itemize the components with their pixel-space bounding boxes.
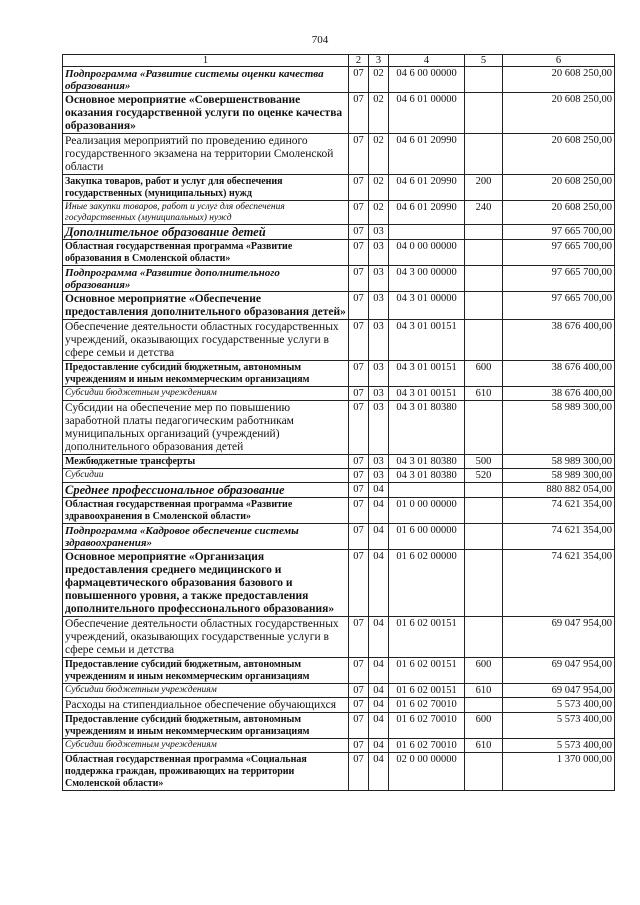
row-section: 07 xyxy=(349,134,369,175)
row-section: 07 xyxy=(349,361,369,387)
row-name: Основное мероприятие «Организация предоставления среднего медицинского и фармацевтического образования базового и повышенного уровня, а также предоставления дополнительного профессионального образования» xyxy=(63,550,349,617)
row-name: Предоставление субсидий бюджетным, автономным учреждениям и иным некоммерческим организациям xyxy=(63,361,349,387)
row-target-code: 04 3 00 00000 xyxy=(389,266,465,292)
row-subsection: 03 xyxy=(369,292,389,320)
budget-table xyxy=(62,54,615,791)
row-amount: 97 665 700,00 xyxy=(503,266,615,292)
row-target-code: 04 6 01 20990 xyxy=(389,134,465,175)
row-amount: 20 608 250,00 xyxy=(503,93,615,134)
row-target-code xyxy=(389,225,465,240)
row-amount: 97 665 700,00 xyxy=(503,292,615,320)
table-row xyxy=(63,498,615,524)
row-target-code xyxy=(389,483,465,498)
row-target-code: 01 6 02 70010 xyxy=(389,698,465,713)
row-subsection: 03 xyxy=(369,469,389,483)
row-amount: 1 370 000,00 xyxy=(503,753,615,791)
row-section: 07 xyxy=(349,266,369,292)
row-expense-type xyxy=(465,225,503,240)
row-target-code: 01 0 00 00000 xyxy=(389,498,465,524)
column-header-subsection: 3 xyxy=(369,55,389,67)
column-header-name: 1 xyxy=(63,55,349,67)
page-number: 704 xyxy=(311,34,329,46)
row-target-code: 04 3 01 80380 xyxy=(389,455,465,469)
row-expense-type xyxy=(465,93,503,134)
row-name: Реализация мероприятий по проведению единого государственного экзамена на территории Смоленской области xyxy=(63,134,349,175)
row-subsection: 03 xyxy=(369,225,389,240)
row-name: Дополнительное образование детей xyxy=(63,225,349,240)
row-target-code: 04 6 01 00000 xyxy=(389,93,465,134)
row-subsection: 02 xyxy=(369,175,389,201)
row-section: 07 xyxy=(349,240,369,266)
table-row xyxy=(63,134,615,175)
header-row xyxy=(63,55,615,67)
row-name: Обеспечение деятельности областных государственных учреждений, оказывающих государственные услуги в сфере семьи и детства xyxy=(63,617,349,658)
row-section: 07 xyxy=(349,698,369,713)
row-subsection: 03 xyxy=(369,387,389,401)
row-section: 07 xyxy=(349,617,369,658)
row-name: Субсидии на обеспечение мер по повышению заработной платы педагогическим работникам муниципальных организаций (учреждений) дополнительного образования детей xyxy=(63,401,349,455)
row-amount: 880 882 054,00 xyxy=(503,483,615,498)
row-section: 07 xyxy=(349,739,369,753)
row-subsection: 02 xyxy=(369,201,389,225)
column-header-target-code: 4 xyxy=(389,55,465,67)
table-row xyxy=(63,361,615,387)
row-target-code: 04 3 01 00000 xyxy=(389,292,465,320)
table-row xyxy=(63,292,615,320)
row-section: 07 xyxy=(349,753,369,791)
row-target-code: 01 6 02 70010 xyxy=(389,739,465,753)
row-amount: 97 665 700,00 xyxy=(503,225,615,240)
table-row xyxy=(63,698,615,713)
row-expense-type xyxy=(465,401,503,455)
row-subsection: 03 xyxy=(369,266,389,292)
table-row xyxy=(63,387,615,401)
row-target-code: 04 3 01 00151 xyxy=(389,361,465,387)
row-expense-type xyxy=(465,134,503,175)
table-row xyxy=(63,320,615,361)
table-row xyxy=(63,175,615,201)
row-section: 07 xyxy=(349,67,369,93)
row-section: 07 xyxy=(349,201,369,225)
row-name: Основное мероприятие «Обеспечение предоставления дополнительного образования детей» xyxy=(63,292,349,320)
table-row xyxy=(63,67,615,93)
row-name: Обеспечение деятельности областных государственных учреждений, оказывающих государственные услуги в сфере семьи и детства xyxy=(63,320,349,361)
row-section: 07 xyxy=(349,387,369,401)
row-amount: 58 989 300,00 xyxy=(503,401,615,455)
row-expense-type xyxy=(465,753,503,791)
row-name: Предоставление субсидий бюджетным, автономным учреждениям и иным некоммерческим организациям xyxy=(63,713,349,739)
row-expense-type: 520 xyxy=(465,469,503,483)
row-amount: 74 621 354,00 xyxy=(503,524,615,550)
row-amount: 69 047 954,00 xyxy=(503,617,615,658)
row-section: 07 xyxy=(349,455,369,469)
row-amount: 5 573 400,00 xyxy=(503,698,615,713)
row-expense-type: 200 xyxy=(465,175,503,201)
row-expense-type xyxy=(465,698,503,713)
row-target-code: 04 3 01 80380 xyxy=(389,401,465,455)
row-name: Подпрограмма «Развитие дополнительного образования» xyxy=(63,266,349,292)
row-name: Основное мероприятие «Совершенствование оказания государственной услуги по оценке качества образования» xyxy=(63,93,349,134)
row-subsection: 04 xyxy=(369,739,389,753)
row-target-code: 01 6 02 00000 xyxy=(389,550,465,617)
row-target-code: 04 6 01 20990 xyxy=(389,201,465,225)
row-section: 07 xyxy=(349,175,369,201)
row-expense-type xyxy=(465,498,503,524)
row-target-code: 01 6 02 00151 xyxy=(389,658,465,684)
row-expense-type xyxy=(465,617,503,658)
row-amount: 38 676 400,00 xyxy=(503,320,615,361)
row-amount: 5 573 400,00 xyxy=(503,739,615,753)
row-expense-type xyxy=(465,550,503,617)
table-row xyxy=(63,455,615,469)
row-expense-type xyxy=(465,483,503,498)
row-amount: 20 608 250,00 xyxy=(503,201,615,225)
row-subsection: 04 xyxy=(369,524,389,550)
row-subsection: 03 xyxy=(369,320,389,361)
row-target-code: 01 6 00 00000 xyxy=(389,524,465,550)
row-subsection: 04 xyxy=(369,684,389,698)
row-subsection: 04 xyxy=(369,498,389,524)
row-section: 07 xyxy=(349,713,369,739)
table-row xyxy=(63,753,615,791)
table-row xyxy=(63,739,615,753)
row-expense-type xyxy=(465,524,503,550)
row-section: 07 xyxy=(349,658,369,684)
row-section: 07 xyxy=(349,320,369,361)
row-expense-type xyxy=(465,320,503,361)
table-row xyxy=(63,225,615,240)
row-expense-type xyxy=(465,67,503,93)
row-name: Областная государственная программа «Социальная поддержка граждан, проживающих на территории Смоленской области» xyxy=(63,753,349,791)
row-target-code: 01 6 02 00151 xyxy=(389,617,465,658)
row-name: Подпрограмма «Развитие системы оценки качества образования» xyxy=(63,67,349,93)
row-expense-type xyxy=(465,266,503,292)
row-subsection: 04 xyxy=(369,753,389,791)
row-amount: 38 676 400,00 xyxy=(503,361,615,387)
row-name: Субсидии бюджетным учреждениям xyxy=(63,387,349,401)
row-subsection: 04 xyxy=(369,713,389,739)
column-header-amount: 6 xyxy=(503,55,615,67)
row-expense-type: 610 xyxy=(465,387,503,401)
row-section: 07 xyxy=(349,225,369,240)
row-name: Среднее профессиональное образование xyxy=(63,483,349,498)
row-name: Расходы на стипендиальное обеспечение обучающихся xyxy=(63,698,349,713)
row-amount: 58 989 300,00 xyxy=(503,455,615,469)
table-row xyxy=(63,658,615,684)
row-name: Субсидии xyxy=(63,469,349,483)
row-subsection: 03 xyxy=(369,240,389,266)
row-section: 07 xyxy=(349,684,369,698)
row-subsection: 03 xyxy=(369,361,389,387)
row-amount: 69 047 954,00 xyxy=(503,658,615,684)
table-row xyxy=(63,469,615,483)
row-target-code: 02 0 00 00000 xyxy=(389,753,465,791)
row-subsection: 04 xyxy=(369,483,389,498)
row-expense-type: 610 xyxy=(465,739,503,753)
table-body xyxy=(63,67,615,791)
table-row xyxy=(63,713,615,739)
row-section: 07 xyxy=(349,498,369,524)
row-subsection: 04 xyxy=(369,617,389,658)
row-expense-type xyxy=(465,292,503,320)
row-expense-type: 500 xyxy=(465,455,503,469)
column-header-section: 2 xyxy=(349,55,369,67)
row-name: Субсидии бюджетным учреждениям xyxy=(63,739,349,753)
row-amount: 74 621 354,00 xyxy=(503,550,615,617)
row-target-code: 04 6 01 20990 xyxy=(389,175,465,201)
row-subsection: 03 xyxy=(369,455,389,469)
table-row xyxy=(63,483,615,498)
table-row xyxy=(63,201,615,225)
row-name: Закупка товаров, работ и услуг для обеспечения государственных (муниципальных) нужд xyxy=(63,175,349,201)
row-name: Областная государственная программа «Развитие здравоохранения в Смоленской области» xyxy=(63,498,349,524)
row-amount: 38 676 400,00 xyxy=(503,387,615,401)
row-subsection: 04 xyxy=(369,698,389,713)
row-amount: 20 608 250,00 xyxy=(503,67,615,93)
table-row xyxy=(63,240,615,266)
row-section: 07 xyxy=(349,401,369,455)
row-name: Иные закупки товаров, работ и услуг для обеспечения государственных (муниципальных) нужд xyxy=(63,201,349,225)
row-section: 07 xyxy=(349,469,369,483)
row-amount: 20 608 250,00 xyxy=(503,175,615,201)
row-subsection: 04 xyxy=(369,658,389,684)
row-target-code: 01 6 02 70010 xyxy=(389,713,465,739)
row-amount: 58 989 300,00 xyxy=(503,469,615,483)
row-amount: 20 608 250,00 xyxy=(503,134,615,175)
table-row xyxy=(63,617,615,658)
row-target-code: 04 3 01 00151 xyxy=(389,320,465,361)
row-section: 07 xyxy=(349,483,369,498)
row-subsection: 04 xyxy=(369,550,389,617)
row-subsection: 02 xyxy=(369,93,389,134)
row-expense-type: 610 xyxy=(465,684,503,698)
row-name: Субсидии бюджетным учреждениям xyxy=(63,684,349,698)
row-expense-type: 600 xyxy=(465,713,503,739)
row-name: Областная государственная программа «Развитие образования в Смоленской области» xyxy=(63,240,349,266)
row-amount: 5 573 400,00 xyxy=(503,713,615,739)
column-header-expense-type: 5 xyxy=(465,55,503,67)
row-amount: 69 047 954,00 xyxy=(503,684,615,698)
table-row xyxy=(63,93,615,134)
row-target-code: 01 6 02 00151 xyxy=(389,684,465,698)
row-target-code: 04 3 01 80380 xyxy=(389,469,465,483)
row-subsection: 02 xyxy=(369,134,389,175)
row-target-code: 04 6 00 00000 xyxy=(389,67,465,93)
row-expense-type: 600 xyxy=(465,361,503,387)
row-name: Межбюджетные трансферты xyxy=(63,455,349,469)
table-row xyxy=(63,266,615,292)
row-expense-type: 600 xyxy=(465,658,503,684)
row-section: 07 xyxy=(349,292,369,320)
row-expense-type xyxy=(465,240,503,266)
row-target-code: 04 3 01 00151 xyxy=(389,387,465,401)
table-row xyxy=(63,524,615,550)
row-section: 07 xyxy=(349,93,369,134)
row-section: 07 xyxy=(349,524,369,550)
row-section: 07 xyxy=(349,550,369,617)
row-amount: 97 665 700,00 xyxy=(503,240,615,266)
row-amount: 74 621 354,00 xyxy=(503,498,615,524)
row-target-code: 04 0 00 00000 xyxy=(389,240,465,266)
row-name: Предоставление субсидий бюджетным, автономным учреждениям и иным некоммерческим организациям xyxy=(63,658,349,684)
table-row xyxy=(63,684,615,698)
row-subsection: 02 xyxy=(369,67,389,93)
row-expense-type: 240 xyxy=(465,201,503,225)
row-subsection: 03 xyxy=(369,401,389,455)
row-name: Подпрограмма «Кадровое обеспечение системы здравоохранения» xyxy=(63,524,349,550)
table-row xyxy=(63,550,615,617)
table-row xyxy=(63,401,615,455)
